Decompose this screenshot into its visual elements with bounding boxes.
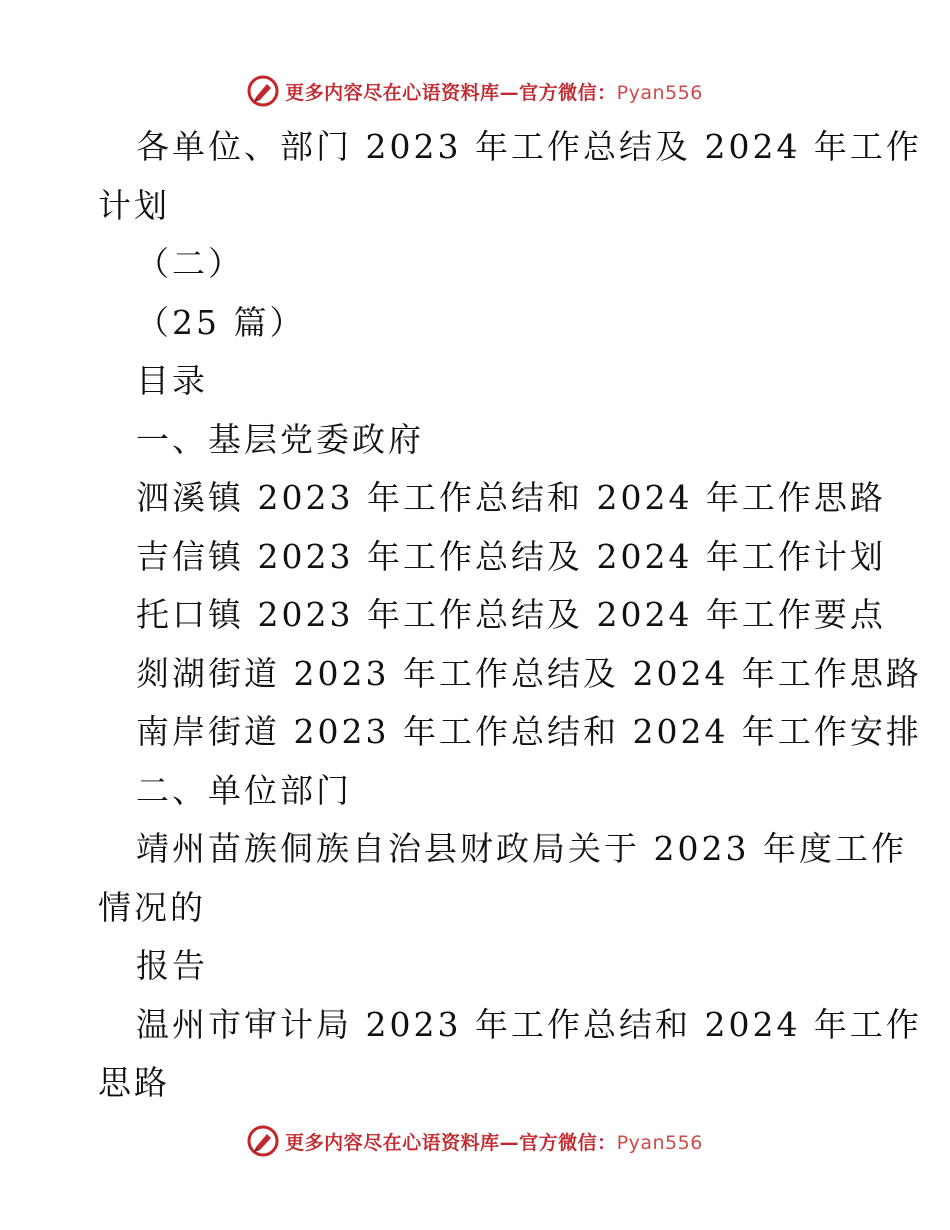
pen-logo-icon (247, 1125, 279, 1157)
doc-count: （25 篇） (136, 302, 306, 342)
pen-logo-icon (247, 75, 279, 107)
toc-item: 靖州苗族侗族自治县财政局关于 2023 年度工作 (136, 829, 907, 868)
doc-title-line-1: 各单位、部门 2023 年工作总结及 2024 年工作 (136, 127, 922, 166)
watermark-text: 更多内容尽在心语资料库—官方微信：Pyan556 (285, 1131, 703, 1154)
toc-item: 南岸街道 2023 年工作总结和 2024 年工作安排 (136, 712, 922, 751)
footer-watermark (0, 1121, 950, 1161)
doc-title-line-2: 计划 (98, 185, 170, 225)
toc-section-1: 一、基层党委政府 (136, 419, 424, 459)
toc-item-continuation: 情况的 (98, 887, 206, 927)
doc-volume: （二） (136, 244, 244, 283)
watermark-wechat-id: Pyan556 (616, 1131, 703, 1154)
toc-item: 吉信镇 2023 年工作总结及 2024 年工作计划 (136, 536, 886, 576)
toc-item: 托口镇 2023 年工作总结及 2024 年工作要点 (136, 595, 886, 634)
toc-item-continuation: 思路 (98, 1063, 170, 1102)
toc-item: 剡湖街道 2023 年工作总结及 2024 年工作思路 (136, 653, 922, 693)
toc-item: 泗溪镇 2023 年工作总结和 2024 年工作思路 (136, 478, 886, 517)
toc-section-2: 二、单位部门 (136, 770, 352, 810)
document-body (98, 118, 922, 1113)
toc-heading: 目录 (136, 361, 208, 400)
toc-item-continuation: 报告 (136, 946, 208, 985)
watermark-text: 更多内容尽在心语资料库—官方微信：Pyan556 (285, 81, 703, 104)
toc-item: 温州市审计局 2023 年工作总结和 2024 年工作 (136, 1004, 922, 1044)
header-watermark (0, 71, 950, 111)
watermark-wechat-id: Pyan556 (616, 81, 703, 104)
